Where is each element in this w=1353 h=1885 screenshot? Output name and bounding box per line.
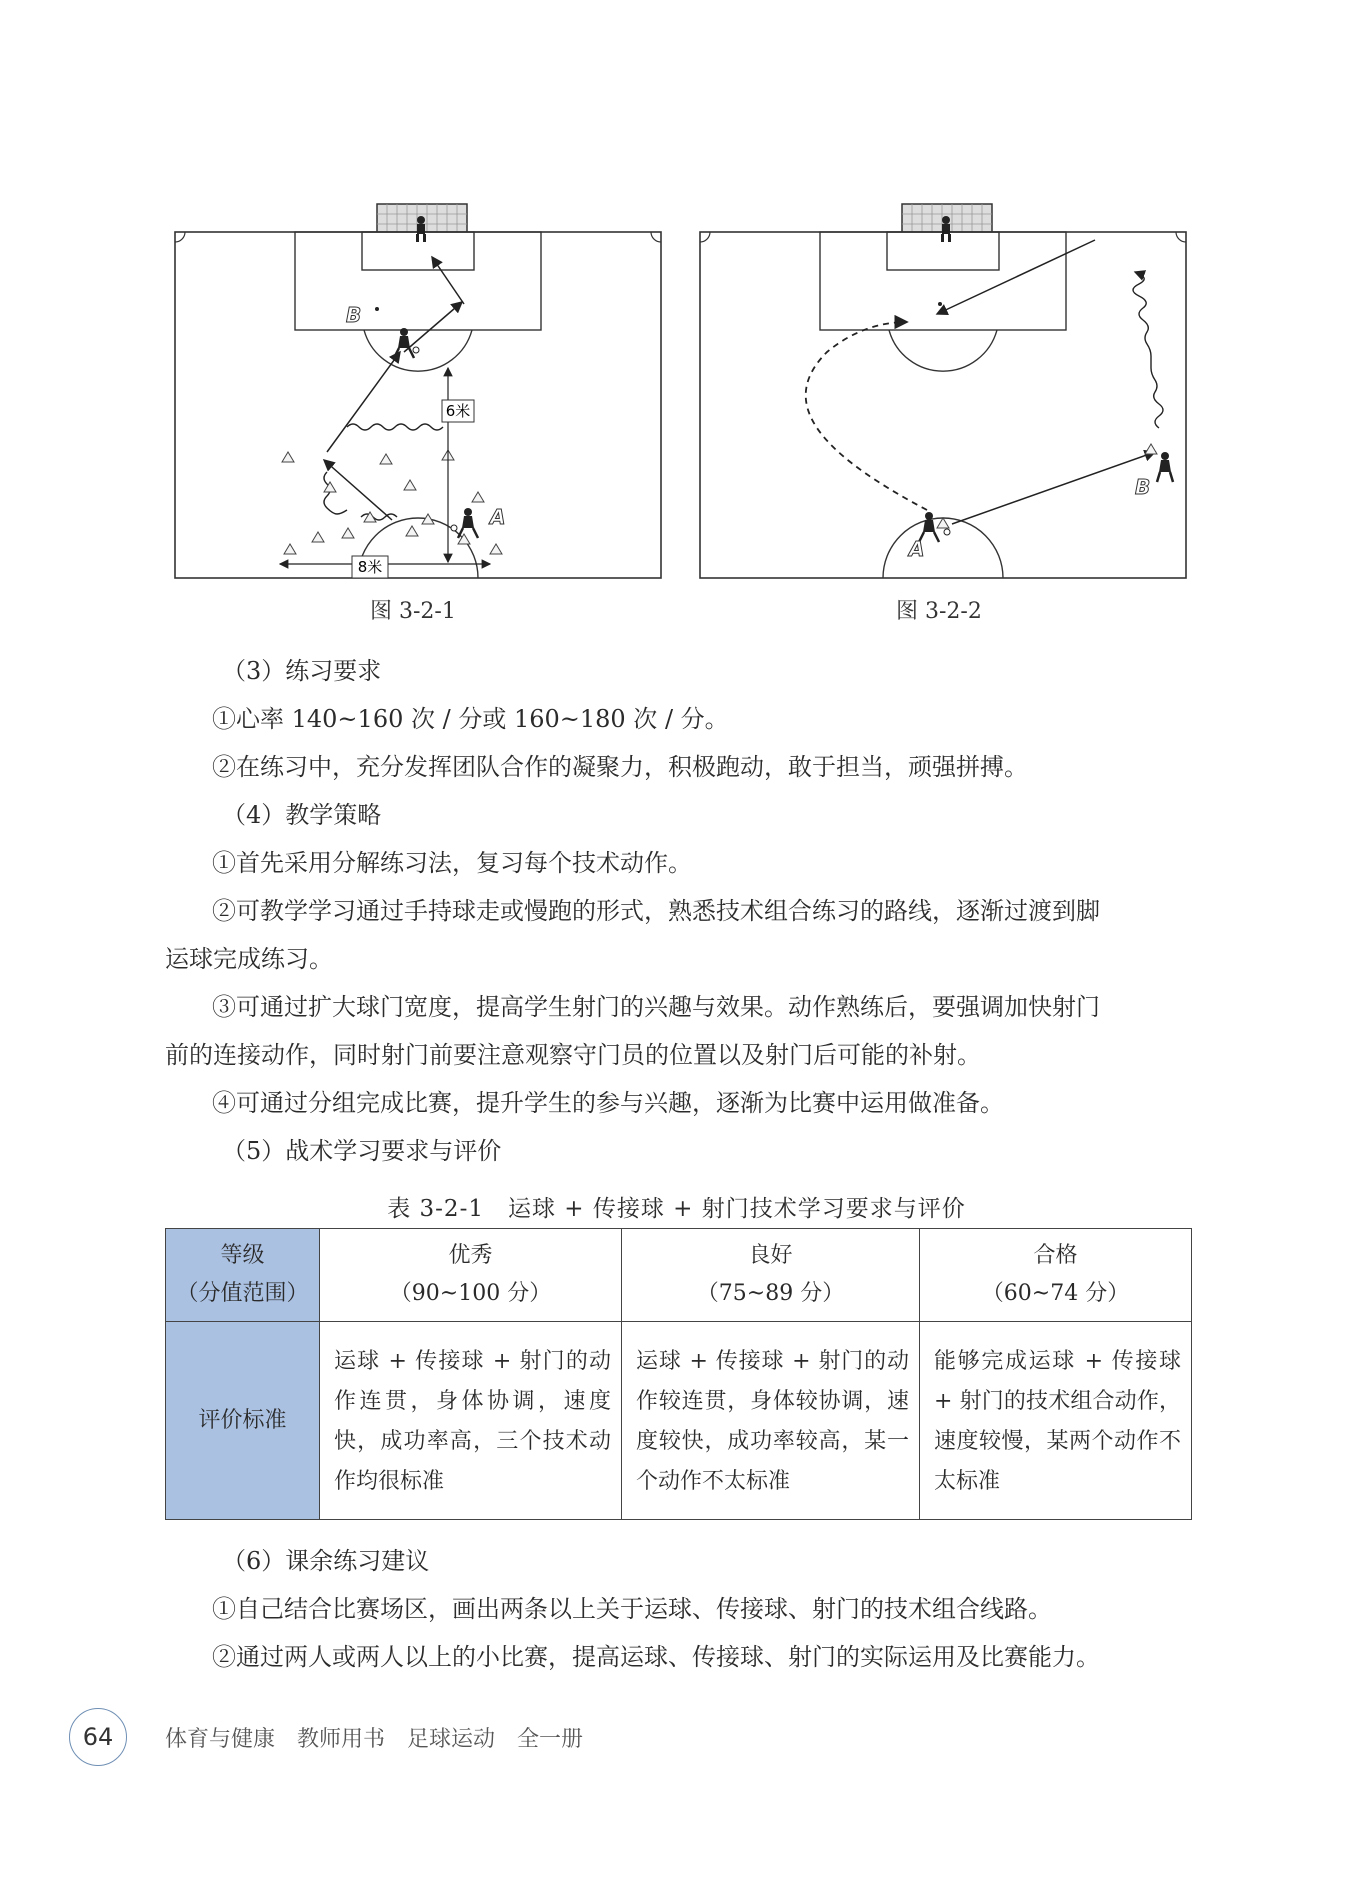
section-3-item-1: ①心率 140~160 次 / 分或 160~180 次 / 分。 (212, 705, 729, 733)
table-header-row (166, 1229, 1192, 1322)
section-4-item-2-cont: 运球完成练习。 (165, 945, 333, 973)
header-pass-cell (920, 1229, 1192, 1322)
player-b-label: B (346, 303, 362, 327)
player-b-label: B (1135, 475, 1151, 499)
section-6-item-1: ①自己结合比赛场区，画出两条以上关于运球、传接球、射门的技术组合线路。 (212, 1595, 1052, 1623)
dimension-6m-label: 6米 (445, 402, 471, 420)
figure-3-2-1-caption: 图 3-2-1 (370, 599, 456, 624)
evaluation-table (165, 1228, 1192, 1520)
header-good: 良好 (748, 1243, 793, 1268)
figure-3-2-2-caption: 图 3-2-2 (896, 599, 982, 624)
pitch-diagram-1 (172, 202, 664, 582)
page-number: 64 (69, 1708, 127, 1766)
figure-3-2-2 (697, 202, 1189, 582)
section-4-item-3-cont: 前的连接动作，同时射门前要注意观察守门员的位置以及射门后可能的补射。 (165, 1041, 981, 1069)
section-6-item-2: ②通过两人或两人以上的小比赛，提高运球、传接球、射门的实际运用及比赛能力。 (212, 1643, 1100, 1671)
header-pass-range: （60~74 分） (981, 1281, 1130, 1306)
header-excellent: 优秀 (448, 1243, 493, 1268)
header-grade-cell (166, 1229, 320, 1322)
header-grade: 等级 (220, 1243, 265, 1268)
pitch-diagram-2 (697, 202, 1189, 582)
section-4-item-3: ③可通过扩大球门宽度，提高学生射门的兴趣与效果。动作熟练后，要强调加快射门 (212, 993, 1100, 1021)
player-a-label: A (490, 505, 506, 529)
section-5-title: （5）战术学习要求与评价 (222, 1137, 502, 1165)
criteria-pass: 能够完成运球 + 传接球 + 射门的技术组合动作，速度较慢，某两个动作不太标准 (920, 1322, 1192, 1520)
section-3-item-2: ②在练习中，充分发挥团队合作的凝聚力，积极跑动，敢于担当，顽强拼搏。 (212, 753, 1028, 781)
header-pass: 合格 (1033, 1243, 1078, 1268)
header-good-cell (622, 1229, 920, 1322)
section-3-title: （3）练习要求 (222, 657, 382, 685)
header-excellent-range: （90~100 分） (389, 1281, 552, 1306)
player-a-label: A (909, 537, 925, 561)
row-label-cell: 评价标准 (166, 1322, 320, 1520)
section-4-item-2: ②可教学学习通过手持球走或慢跑的形式，熟悉技术组合练习的路线，逐渐过渡到脚 (212, 897, 1100, 925)
header-score-range: （分值范围） (176, 1281, 309, 1306)
footer-book-title: 体育与健康 教师用书 足球运动 全一册 (165, 1727, 584, 1752)
header-good-range: （75~89 分） (696, 1281, 845, 1306)
header-excellent-cell (320, 1229, 622, 1322)
dimension-8m-label: 8米 (357, 558, 383, 576)
criteria-good: 运球 + 传接球 + 射门的动作较连贯，身体较协调，速度较快，成功率较高，某一个动作不太标准 (622, 1322, 920, 1520)
criteria-excellent: 运球 + 传接球 + 射门的动作连贯，身体协调，速度快，成功率高，三个技术动作均很标准 (320, 1322, 622, 1520)
section-4-item-4: ④可通过分组完成比赛，提升学生的参与兴趣，逐渐为比赛中运用做准备。 (212, 1089, 1004, 1117)
section-6-title: （6）课余练习建议 (222, 1547, 430, 1575)
section-4-title: （4）教学策略 (222, 801, 382, 829)
figure-3-2-1 (172, 202, 664, 582)
table-row (166, 1322, 1192, 1520)
section-4-item-1: ①首先采用分解练习法，复习每个技术动作。 (212, 849, 692, 877)
table-title: 表 3-2-1 运球 + 传接球 + 射门技术学习要求与评价 (387, 1196, 966, 1222)
